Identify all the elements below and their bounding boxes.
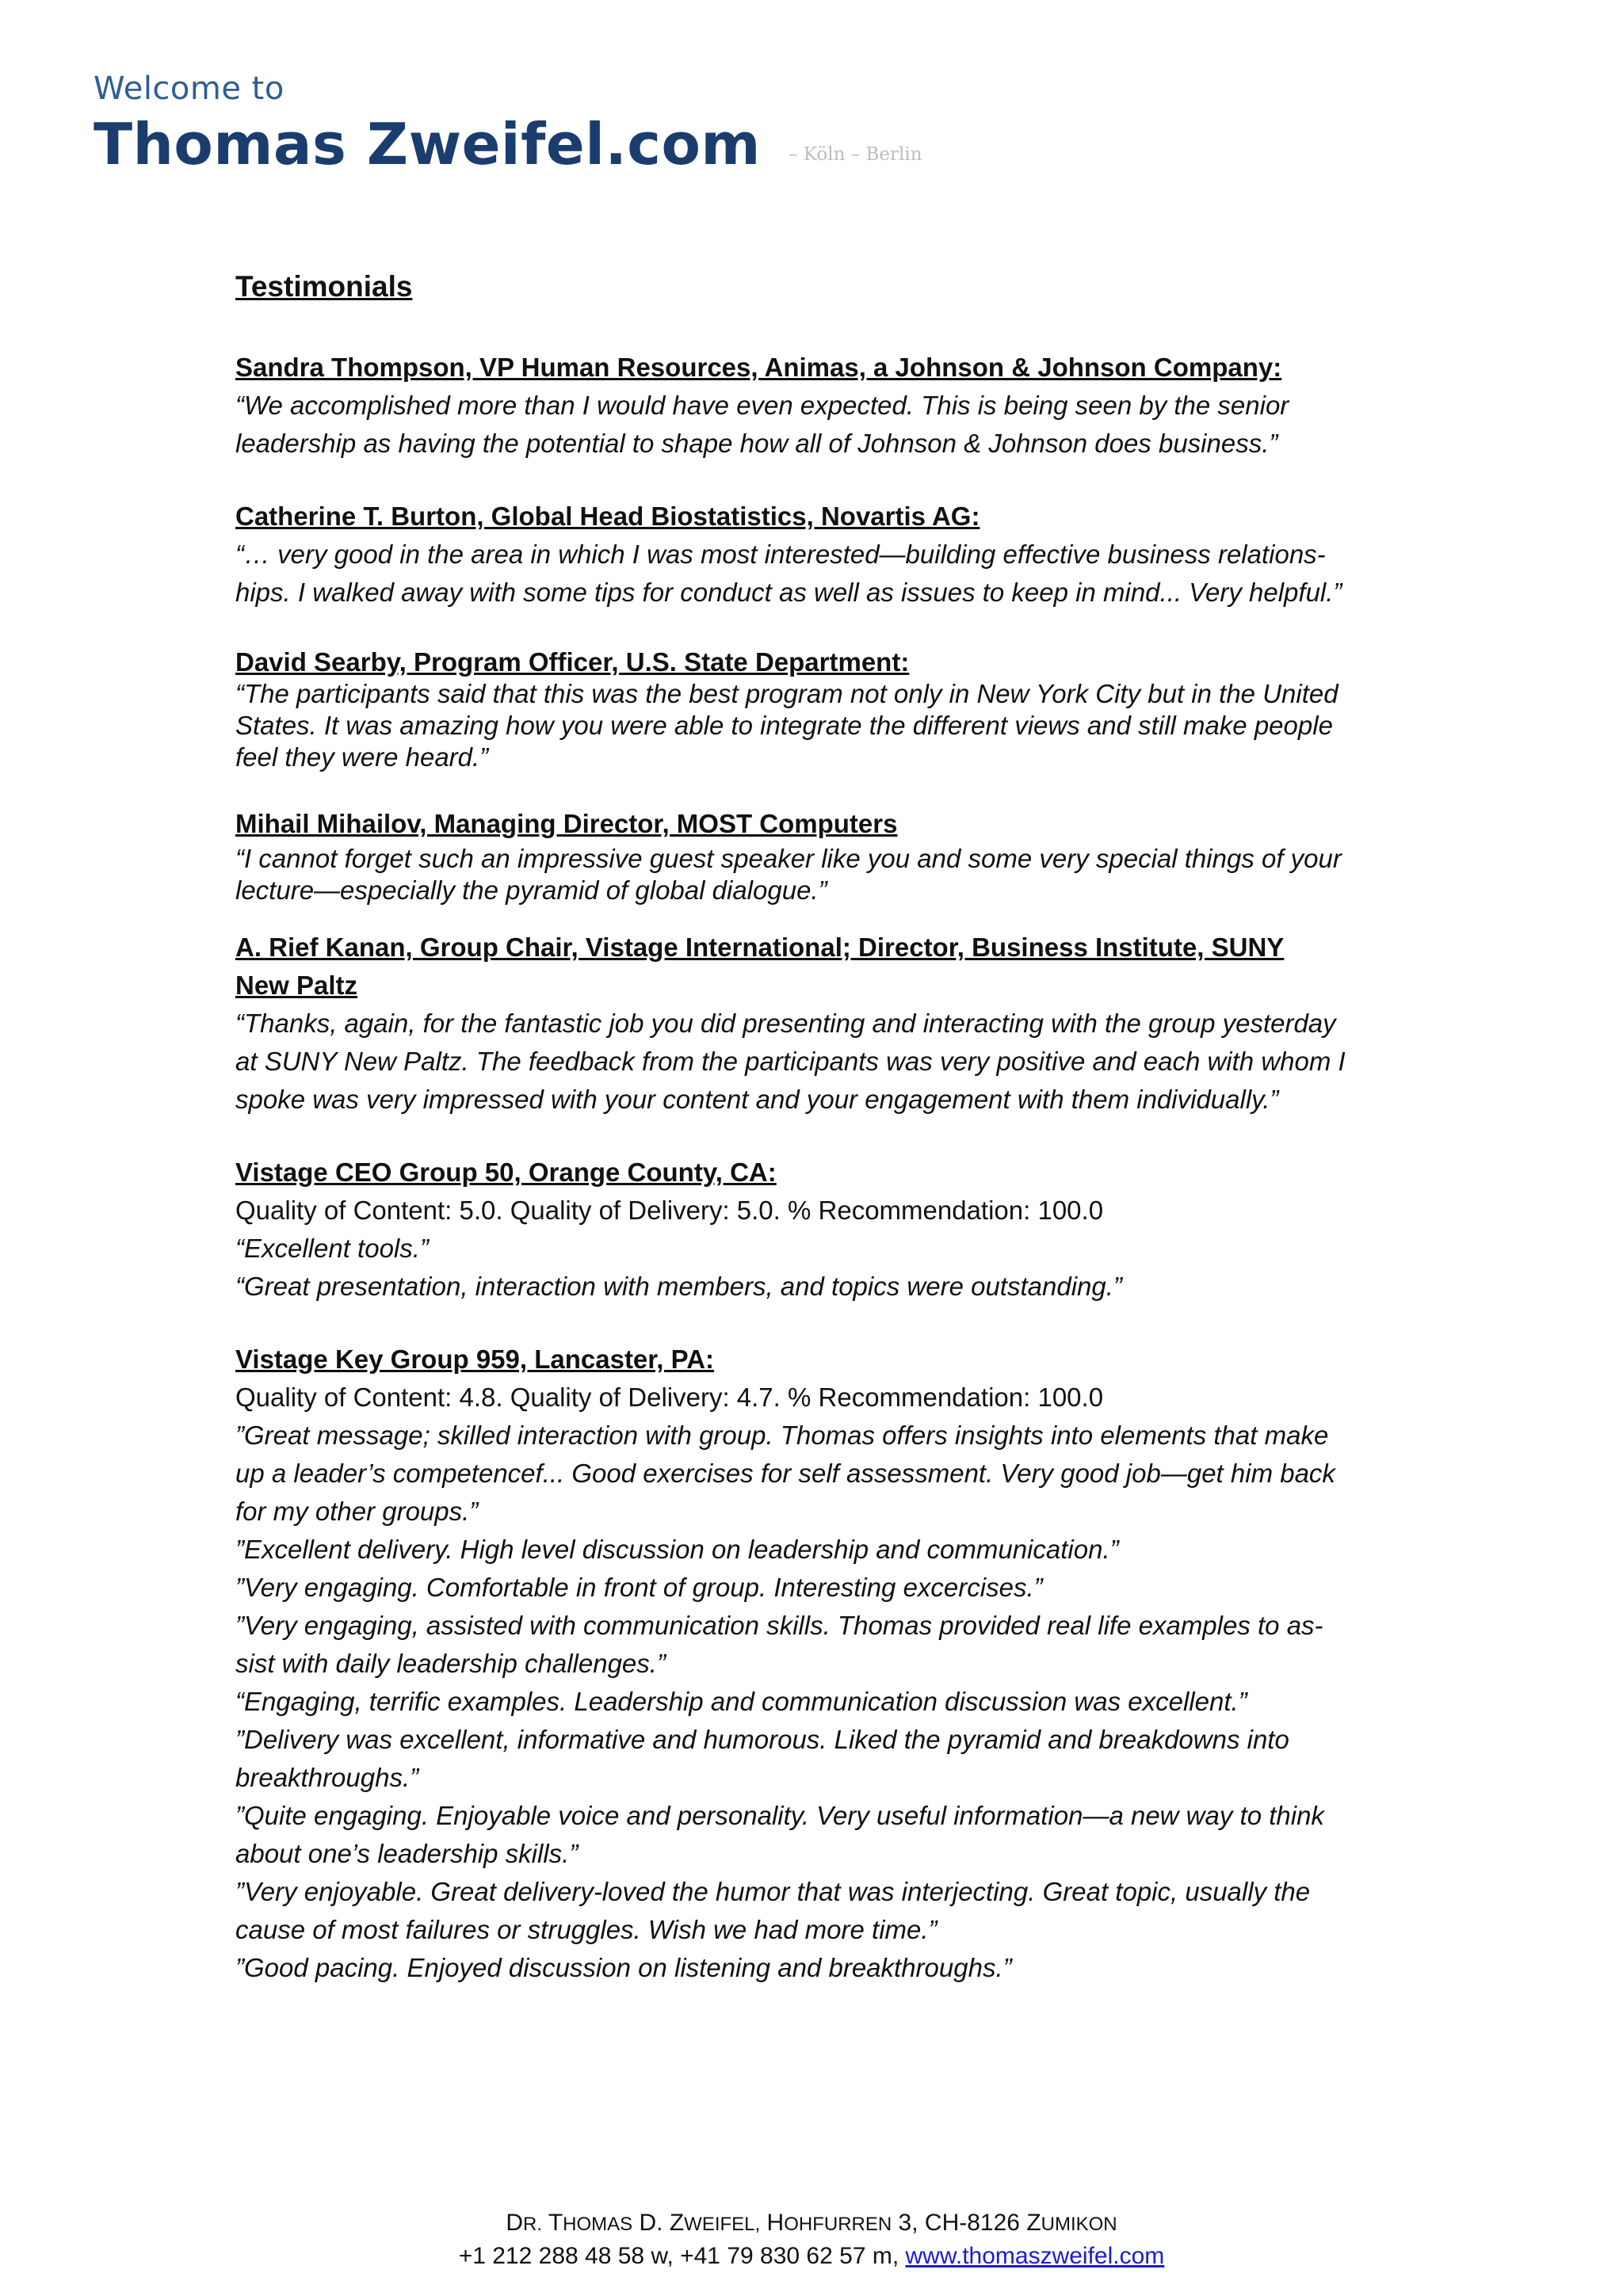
testimonial-quote-line: ”Very engaging. Comfortable in front of group. Interesting excercises.” (235, 1573, 1043, 1603)
logo-welcome-text: Welcome to (94, 71, 285, 107)
testimonial-quote-line: feel they were heard.” (235, 742, 489, 772)
testimonial-quote-line: States. It was amazing how you were able to integrate the different views and still make people (235, 711, 1333, 741)
footer-text: Z (669, 2210, 685, 2236)
testimonial (235, 1154, 1424, 1306)
testimonial-author: A. Rief Kanan, Group Chair, Vistage International; Director, Business Institute, SUNY (235, 933, 1285, 963)
testimonial-author: David Searby, Program Officer, U.S. State Department: (235, 647, 910, 677)
footer-text: T (548, 2210, 563, 2236)
testimonial-quote-line: ”Very engaging, assisted with communication skills. Thomas provided real life examples to as- (235, 1611, 1323, 1641)
testimonial-quote-line: leadership as having the potential to shape how all of Johnson & Johnson does business.” (235, 429, 1278, 459)
testimonial-quote-line: “We accomplished more than I would have even expected. This is being seen by the senior (235, 391, 1289, 421)
footer-text: UMIKON (1041, 2214, 1117, 2235)
footer-text: OHFURREN (784, 2214, 892, 2235)
testimonial (235, 498, 1424, 612)
footer-address (0, 2207, 1623, 2241)
testimonial-quote-line: “Excellent tools.” (235, 1234, 429, 1264)
footer-text: H (766, 2210, 785, 2236)
testimonial-author: Catherine T. Burton, Global Head Biostatistics, Novartis AG: (235, 502, 980, 532)
testimonial-author: Sandra Thompson, VP Human Resources, Animas, a Johnson & Johnson Company: (235, 353, 1282, 383)
testimonial-quote-line: ”Delivery was excellent, informative and humorous. Liked the pyramid and breakdowns into (235, 1725, 1289, 1755)
testimonial-quote-line: “I cannot forget such an impressive guest speaker like you and some very special things of your (235, 844, 1342, 874)
testimonial-quote-line: ”Good pacing. Enjoyed discussion on listening and breakthroughs.” (235, 1953, 1012, 1983)
testimonial-quote-line: ”Great message; skilled interaction with group. Thomas offers insights into elements that make (235, 1421, 1329, 1451)
rating-summary: Quality of Content: 5.0. Quality of Delivery: 5.0. % Recommendation: 100.0 (235, 1196, 1104, 1226)
testimonial (235, 929, 1424, 1119)
testimonial-quote-line: sist with daily leadership challenges.” (235, 1649, 666, 1679)
footer-text: D. (639, 2210, 663, 2236)
testimonial-quote-line: for my other groups.” (235, 1497, 479, 1527)
footer-text: 3, CH-8126 (898, 2210, 1020, 2236)
testimonial-author: Vistage Key Group 959, Lancaster, PA: (235, 1344, 715, 1375)
testimonial (235, 349, 1424, 463)
testimonial-author: New Paltz (235, 971, 358, 1001)
testimonial-quote-line: “Thanks, again, for the fantastic job you did presenting and interacting with the group yesterday (235, 1009, 1336, 1039)
testimonial-quote-line: lecture—especially the pyramid of global dialogue.” (235, 875, 827, 906)
footer-text: Z (1026, 2210, 1041, 2236)
testimonial-quote-line: spoke was very impressed with your content and your engagement with them individually.” (235, 1085, 1279, 1115)
footer-contact (0, 2241, 1623, 2272)
testimonial-quote-line: up a leader’s competencef... Good exercises for self assessment. Very good job—get him back (235, 1459, 1335, 1489)
footer-phones: +1 212 288 48 58 w, +41 79 830 62 57 m, (458, 2243, 899, 2269)
page-title: Testimonials (235, 270, 413, 303)
footer-text: WEIFEL, (684, 2214, 761, 2235)
main-content (235, 269, 1424, 2022)
testimonial-quote-line: “The participants said that this was the best program not only in New York City but in the United (235, 679, 1338, 709)
footer-text: D (506, 2210, 524, 2236)
website-link[interactable]: www.thomaszweifel.com (905, 2243, 1165, 2269)
testimonial-quote-line: ”Excellent delivery. High level discussion on leadership and communication.” (235, 1535, 1119, 1565)
testimonial-quote-line: ”Quite engaging. Enjoyable voice and personality. Very useful information—a new way to think (235, 1801, 1324, 1831)
page-footer (0, 2207, 1623, 2272)
testimonial-quote-line: ”Very enjoyable. Great delivery-loved the humor that was interjecting. Great topic, usually the (235, 1877, 1311, 1907)
testimonial (235, 646, 1424, 773)
testimonial-author: Vistage CEO Group 50, Orange County, CA: (235, 1158, 777, 1188)
testimonial-quote-line: about one’s leadership skills.” (235, 1839, 579, 1869)
testimonial-quote-line: “Great presentation, interaction with members, and topics were outstanding.” (235, 1272, 1122, 1302)
testimonial-quote-line: at SUNY New Paltz. The feedback from the participants was very positive and each with whom I (235, 1047, 1346, 1077)
testimonial (235, 1341, 1424, 1987)
logo-site-name: Thomas Zweifel.com (94, 111, 761, 177)
testimonial-author: Mihail Mihailov, Managing Director, MOST Computers (235, 809, 898, 839)
rating-summary: Quality of Content: 4.8. Quality of Delivery: 4.7. % Recommendation: 100.0 (235, 1383, 1104, 1413)
testimonial-quote-line: hips. I walked away with some tips for conduct as well as issues to keep in mind... Very helpful.” (235, 578, 1342, 608)
logo-cities: – Köln – Berlin (789, 144, 922, 165)
testimonial-quote-line: “… very good in the area in which I was most interested—building effective business relations- (235, 540, 1326, 570)
testimonial-quote-line: cause of most failures or struggles. Wish we had more time.” (235, 1915, 938, 1945)
site-logo (94, 71, 761, 177)
footer-text: R. (523, 2214, 543, 2235)
testimonial-quote-line: breakthroughs.” (235, 1763, 419, 1793)
testimonial-quote-line: “Engaging, terrific examples. Leadership and communication discussion was excellent.” (235, 1687, 1247, 1717)
testimonial (235, 805, 1424, 906)
footer-text: HOMAS (563, 2214, 633, 2235)
